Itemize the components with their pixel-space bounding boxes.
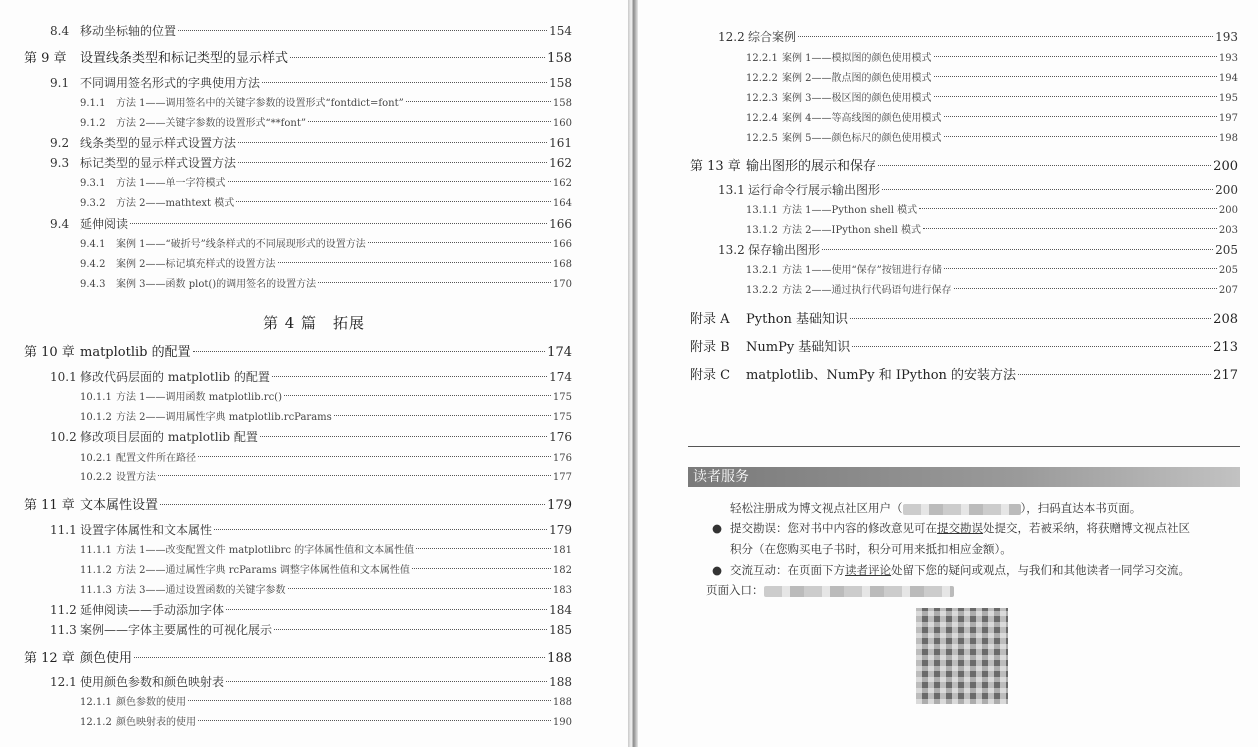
toc-leader-dots — [406, 101, 551, 102]
toc-page-number: 188 — [547, 651, 572, 666]
toc-number: 12.2.3 — [746, 93, 778, 104]
toc-page-number: 177 — [552, 472, 572, 483]
toc-page-number: 213 — [1213, 340, 1238, 355]
toc-leader-dots — [882, 189, 1213, 190]
toc-leader-dots — [278, 262, 551, 263]
toc-page-number: 168 — [552, 259, 572, 270]
toc-page-number: 158 — [552, 98, 572, 109]
register-line — [730, 500, 1141, 516]
toc-page-number: 154 — [549, 24, 572, 38]
toc-page-number: 185 — [549, 623, 572, 637]
toc-leader-dots — [238, 162, 547, 163]
toc-number: 13.1.2 — [746, 225, 778, 236]
toc-page-number: 194 — [1218, 73, 1238, 84]
toc-section-row[interactable] — [80, 256, 572, 274]
toc-section-row[interactable] — [80, 95, 572, 113]
toc-title: 输出图形的展示和保存 — [746, 159, 877, 174]
toc-section-row[interactable] — [50, 154, 572, 172]
reader-comment-link[interactable]: 读者评论 — [845, 563, 891, 577]
toc-number: 附录 C — [690, 368, 731, 383]
toc-page-number: 166 — [549, 217, 572, 231]
qr-code-image[interactable] — [916, 608, 1008, 704]
toc-section-row[interactable] — [50, 601, 572, 619]
toc-title: 方法 2——调用属性字典 matplotlib.rcParams — [116, 412, 332, 423]
toc-leader-dots — [368, 242, 551, 243]
toc-section-row[interactable] — [80, 115, 572, 133]
toc-page-number: 195 — [1218, 93, 1238, 104]
toc-number: 12.2.5 — [746, 133, 778, 144]
toc-section-row[interactable] — [80, 542, 572, 560]
toc-leader-dots — [238, 142, 547, 143]
toc-leader-dots — [850, 318, 1211, 319]
toc-leader-dots — [954, 288, 1217, 289]
toc-leader-dots — [944, 116, 1217, 117]
toc-page-number: 217 — [1213, 368, 1238, 383]
toc-title: matplotlib 的配置 — [80, 345, 191, 360]
toc-leader-dots — [318, 282, 551, 283]
toc-title: 延伸阅读——手动添加字体 — [80, 603, 225, 617]
toc-section-row[interactable] — [746, 70, 1238, 88]
interaction-text-a: 在页面下方 — [787, 563, 845, 577]
toc-number: 11.1 — [50, 523, 77, 537]
toc-section-row[interactable] — [746, 262, 1238, 280]
toc-number: 12.1.1 — [80, 697, 112, 708]
toc-number: 10.2 — [50, 430, 77, 444]
toc-number: 第 10 章 — [24, 345, 75, 360]
toc-page-number: 182 — [552, 565, 572, 576]
toc-section-row[interactable] — [80, 276, 572, 294]
toc-leader-dots — [919, 208, 1217, 209]
toc-chapter-row[interactable] — [24, 497, 572, 515]
toc-leader-dots — [193, 351, 546, 352]
toc-chapter-row[interactable] — [24, 650, 572, 668]
toc-page-number: 188 — [549, 675, 572, 689]
bullet-icon: ● — [712, 563, 723, 577]
toc-leader-dots — [226, 681, 547, 682]
toc-section-row[interactable] — [80, 389, 572, 407]
toc-number: 10.1.2 — [80, 412, 112, 423]
reader-service-heading: 读者服务 — [688, 467, 1240, 487]
errata-continuation: 积分（在您购买电子书时，积分可用来抵扣相应金额）。 — [730, 542, 1012, 556]
toc-title: 设置线条类型和标记类型的显示样式 — [80, 51, 289, 66]
toc-leader-dots — [188, 700, 551, 701]
toc-section-row[interactable] — [80, 694, 572, 712]
toc-title: 保存输出图形 — [748, 243, 821, 257]
toc-number: 13.2.1 — [746, 265, 778, 276]
toc-number: 11.2 — [50, 603, 77, 617]
toc-title: 方法 1——调用函数 matplotlib.rc() — [116, 392, 282, 403]
toc-title: 运行命令行展示输出图形 — [748, 183, 881, 197]
toc-page-number: 200 — [1213, 159, 1238, 174]
toc-number: 第 9 章 — [24, 51, 67, 66]
toc-number: 12.2 — [718, 30, 745, 44]
toc-title: 修改项目层面的 matplotlib 配置 — [80, 430, 258, 444]
toc-section-row[interactable] — [50, 74, 572, 92]
toc-page-number: 174 — [549, 370, 572, 384]
toc-page-number: 175 — [552, 392, 572, 403]
toc-page-number: 193 — [1218, 53, 1238, 64]
toc-leader-dots — [260, 436, 547, 437]
toc-section-row[interactable] — [746, 50, 1238, 68]
toc-number: 9.4.3 — [80, 279, 106, 290]
toc-leader-dots — [944, 268, 1217, 269]
toc-number: 9.2 — [50, 136, 70, 150]
toc-number: 12.1 — [50, 675, 77, 689]
book-spine — [628, 0, 638, 747]
toc-chapter-row[interactable] — [24, 344, 572, 362]
toc-leader-dots — [412, 568, 551, 569]
toc-section-row[interactable] — [746, 202, 1238, 220]
section-divider — [688, 446, 1240, 447]
toc-section-row[interactable] — [50, 134, 572, 152]
toc-page-number: 174 — [547, 345, 572, 360]
toc-title: 方法 1——单一字符模式 — [116, 178, 226, 189]
toc-leader-dots — [272, 376, 547, 377]
toc-leader-dots — [130, 223, 547, 224]
toc-chapter-row[interactable] — [690, 311, 1238, 329]
toc-number: 13.2.2 — [746, 285, 778, 296]
toc-number: 11.1.2 — [80, 565, 112, 576]
toc-number: 9.1.2 — [80, 118, 106, 129]
toc-page-number: 183 — [552, 585, 572, 596]
toc-title: 移动坐标轴的位置 — [80, 24, 177, 38]
toc-title: 标记类型的显示样式设置方法 — [80, 156, 237, 170]
toc-section-row[interactable] — [50, 621, 572, 639]
toc-section-row[interactable] — [80, 582, 572, 600]
toc-title: 配置文件所在路径 — [116, 453, 196, 464]
toc-section-row[interactable] — [50, 428, 572, 446]
toc-title: 方法 3——通过设置函数的关键字参数 — [116, 585, 286, 596]
bullet-interaction — [712, 562, 1190, 578]
toc-leader-dots — [1018, 374, 1211, 375]
toc-leader-dots — [160, 504, 545, 505]
toc-section-row[interactable] — [50, 22, 572, 40]
toc-leader-dots — [290, 57, 545, 58]
toc-leader-dots — [228, 181, 551, 182]
toc-number: 9.4 — [50, 217, 70, 231]
toc-page-number: 170 — [552, 279, 572, 290]
toc-title: 案例 3——函数 plot()的调用签名的设置方法 — [116, 279, 317, 290]
toc-leader-dots — [198, 720, 551, 721]
toc-section-row[interactable] — [746, 282, 1238, 300]
toc-title: 案例 2——散点图的颜色使用模式 — [782, 73, 932, 84]
toc-number: 12.1.2 — [80, 717, 112, 728]
toc-title: 使用颜色参数和颜色映射表 — [80, 675, 225, 689]
toc-number: 12.2.1 — [746, 53, 778, 64]
toc-leader-dots — [852, 346, 1211, 347]
toc-number: 附录 B — [690, 340, 730, 355]
toc-page-number: 184 — [549, 603, 572, 617]
toc-title: matplotlib、NumPy 和 IPython 的安装方法 — [746, 368, 1017, 383]
errata-text-b: 处提交，若被采纳，将获赠博文视点社区 — [983, 521, 1190, 535]
toc-section-row[interactable] — [80, 175, 572, 193]
toc-page-number: 188 — [552, 697, 572, 708]
redacted-page-url — [764, 586, 954, 597]
toc-page-number: 176 — [549, 430, 572, 444]
toc-number: 9.3.1 — [80, 178, 106, 189]
toc-leader-dots — [308, 121, 551, 122]
toc-number: 第 11 章 — [24, 498, 75, 513]
toc-section-row[interactable] — [746, 110, 1238, 128]
toc-section-row[interactable] — [80, 195, 572, 213]
toc-leader-dots — [262, 82, 547, 83]
interaction-label: 交流互动： — [730, 563, 788, 577]
toc-title: 方法 1——Python shell 模式 — [782, 205, 918, 216]
toc-section-row[interactable] — [80, 714, 572, 732]
toc-leader-dots — [923, 228, 1217, 229]
toc-section-row[interactable] — [80, 469, 572, 487]
toc-leader-dots — [798, 36, 1213, 37]
toc-number: 13.1 — [718, 183, 745, 197]
toc-number: 9.4.2 — [80, 259, 106, 270]
toc-section-row[interactable] — [50, 215, 572, 233]
toc-page-number: 160 — [552, 118, 572, 129]
toc-page-number: 203 — [1218, 225, 1238, 236]
toc-title: 设置方法 — [116, 472, 156, 483]
toc-page-number: 208 — [1213, 312, 1238, 327]
toc-page-number: 176 — [552, 453, 572, 464]
toc-leader-dots — [198, 456, 551, 457]
toc-section-row[interactable] — [746, 90, 1238, 108]
toc-title: NumPy 基础知识 — [746, 340, 851, 355]
toc-title: 方法 1——调用签名中的关键字参数的设置形式“fontdict=font” — [116, 98, 404, 109]
toc-number: 13.1.1 — [746, 205, 778, 216]
toc-title: 方法 1——改变配置文件 matplotlibrc 的字体属性值和文本属性值 — [116, 545, 415, 556]
toc-title: 案例 1——模拟图的颜色使用模式 — [782, 53, 932, 64]
toc-leader-dots — [158, 475, 551, 476]
toc-leader-dots — [934, 76, 1217, 77]
toc-number: 12.2.2 — [746, 73, 778, 84]
toc-leader-dots — [416, 548, 551, 549]
toc-page-number: 181 — [552, 545, 572, 556]
toc-title: 方法 2——IPython shell 模式 — [782, 225, 922, 236]
bullet-icon: ● — [712, 521, 723, 535]
toc-section-row[interactable] — [50, 368, 572, 386]
toc-page-number: 205 — [1215, 243, 1238, 257]
toc-leader-dots — [214, 529, 547, 530]
toc-title: 颜色使用 — [80, 651, 133, 666]
toc-title: 延伸阅读 — [80, 217, 129, 231]
toc-number: 10.2.2 — [80, 472, 112, 483]
toc-number: 8.4 — [50, 24, 70, 38]
errata-link[interactable]: 提交勘误 — [937, 521, 983, 535]
toc-page-number: 205 — [1218, 265, 1238, 276]
toc-page-number: 193 — [1215, 30, 1238, 44]
toc-title: 修改代码层面的 matplotlib 的配置 — [80, 370, 270, 384]
toc-number: 9.4.1 — [80, 239, 106, 250]
toc-number: 第 13 章 — [690, 159, 741, 174]
toc-page-number: 158 — [549, 76, 572, 90]
toc-title: 案例——字体主要属性的可视化展示 — [80, 623, 273, 637]
toc-title: 方法 2——mathtext 模式 — [116, 198, 235, 209]
toc-number: 9.1.1 — [80, 98, 106, 109]
toc-title: 文本属性设置 — [80, 498, 159, 513]
toc-leader-dots — [334, 415, 551, 416]
left-page — [0, 0, 628, 747]
toc-chapter-row[interactable] — [24, 50, 572, 68]
register-text-before: 轻松注册成为博文视点社区用户（ — [730, 501, 903, 515]
toc-page-number: 164 — [552, 198, 572, 209]
toc-section-row[interactable] — [718, 241, 1238, 259]
toc-title: 案例 3——极区图的颜色使用模式 — [782, 93, 932, 104]
register-text-after: ），扫码直达本书页面。 — [1020, 501, 1142, 515]
toc-page-number: 207 — [1218, 285, 1238, 296]
toc-page-number: 200 — [1218, 205, 1238, 216]
toc-title: 设置字体属性和文本属性 — [80, 523, 213, 537]
toc-leader-dots — [226, 609, 547, 610]
toc-section-row[interactable] — [50, 673, 572, 691]
toc-page-number: 200 — [1215, 183, 1238, 197]
toc-page-number: 161 — [549, 136, 572, 150]
toc-leader-dots — [274, 629, 547, 630]
toc-title: 案例 1——“破折号”线条样式的不同展现形式的设置方法 — [116, 239, 366, 250]
toc-title: 方法 2——通过执行代码语句进行保存 — [782, 285, 952, 296]
toc-title: 方法 1——使用“保存”按钮进行存储 — [782, 265, 942, 276]
toc-section-row[interactable] — [746, 222, 1238, 240]
toc-number: 11.3 — [50, 623, 77, 637]
toc-page-number: 175 — [552, 412, 572, 423]
toc-number: 11.1.3 — [80, 585, 112, 596]
toc-section-row[interactable] — [80, 450, 572, 468]
toc-page-number: 162 — [549, 156, 572, 170]
toc-title: 线条类型的显示样式设置方法 — [80, 136, 237, 150]
toc-leader-dots — [134, 657, 545, 658]
toc-number: 9.3.2 — [80, 198, 106, 209]
errata-text-a: 您对书中内容的修改意见可在 — [787, 521, 937, 535]
toc-leader-dots — [944, 136, 1217, 137]
toc-number: 11.1.1 — [80, 545, 112, 556]
toc-leader-dots — [236, 201, 551, 202]
toc-number: 10.2.1 — [80, 453, 112, 464]
toc-leader-dots — [178, 30, 547, 31]
toc-section-row[interactable] — [718, 28, 1238, 46]
toc-chapter-row[interactable] — [690, 339, 1238, 357]
toc-chapter-row[interactable] — [690, 158, 1238, 176]
toc-page-number: 162 — [552, 178, 572, 189]
toc-section-row[interactable] — [718, 181, 1238, 199]
toc-number: 第 12 章 — [24, 651, 75, 666]
toc-title: 颜色参数的使用 — [116, 697, 186, 708]
toc-leader-dots — [822, 249, 1213, 250]
toc-title: 方法 2——通过属性字典 rcParams 调整字体属性值和文本属性值 — [116, 565, 410, 576]
interaction-text-b: 处留下您的疑问或观点，与我们和其他读者一同学习交流。 — [891, 563, 1190, 577]
toc-title: 案例 4——等高线图的颜色使用模式 — [782, 113, 942, 124]
toc-title: 综合案例 — [748, 30, 797, 44]
toc-section-row[interactable] — [80, 409, 572, 427]
toc-section-row[interactable] — [50, 521, 572, 539]
errata-label: 提交勘误： — [730, 521, 788, 535]
toc-title: 案例 5——颜色标尺的颜色使用模式 — [782, 133, 942, 144]
toc-page-number: 198 — [1218, 133, 1238, 144]
toc-section-row[interactable] — [80, 236, 572, 254]
toc-title: 方法 2——关键字参数的设置形式“**font” — [116, 118, 306, 129]
toc-page-number: 158 — [547, 51, 572, 66]
bullet-submit-errata — [712, 520, 1190, 536]
toc-page-number: 179 — [547, 498, 572, 513]
toc-leader-dots — [878, 165, 1211, 166]
right-page — [638, 0, 1258, 747]
toc-chapter-row[interactable] — [690, 367, 1238, 385]
page-entry-label: 页面入口： — [706, 583, 764, 597]
toc-leader-dots — [934, 56, 1217, 57]
toc-section-row[interactable] — [80, 562, 572, 580]
part-title: 第 4 篇 拓展 — [262, 314, 366, 332]
toc-page-number: 197 — [1218, 113, 1238, 124]
toc-section-row[interactable] — [746, 130, 1238, 148]
toc-page-number: 166 — [552, 239, 572, 250]
toc-leader-dots — [934, 96, 1217, 97]
toc-leader-dots — [284, 395, 551, 396]
toc-page-number: 190 — [552, 717, 572, 728]
toc-title: Python 基础知识 — [746, 312, 849, 327]
toc-page-number: 179 — [549, 523, 572, 537]
toc-title: 颜色映射表的使用 — [116, 717, 196, 728]
page-entry-line — [706, 582, 954, 598]
toc-number: 9.1 — [50, 76, 70, 90]
toc-number: 9.3 — [50, 156, 70, 170]
toc-number: 附录 A — [690, 312, 730, 327]
redacted-url — [903, 504, 1021, 515]
toc-title: 案例 2——标记填充样式的设置方法 — [116, 259, 276, 270]
toc-number: 10.1.1 — [80, 392, 112, 403]
toc-number: 10.1 — [50, 370, 77, 384]
toc-number: 13.2 — [718, 243, 745, 257]
toc-title: 不同调用签名形式的字典使用方法 — [80, 76, 261, 90]
toc-number: 12.2.4 — [746, 113, 778, 124]
toc-leader-dots — [288, 588, 551, 589]
